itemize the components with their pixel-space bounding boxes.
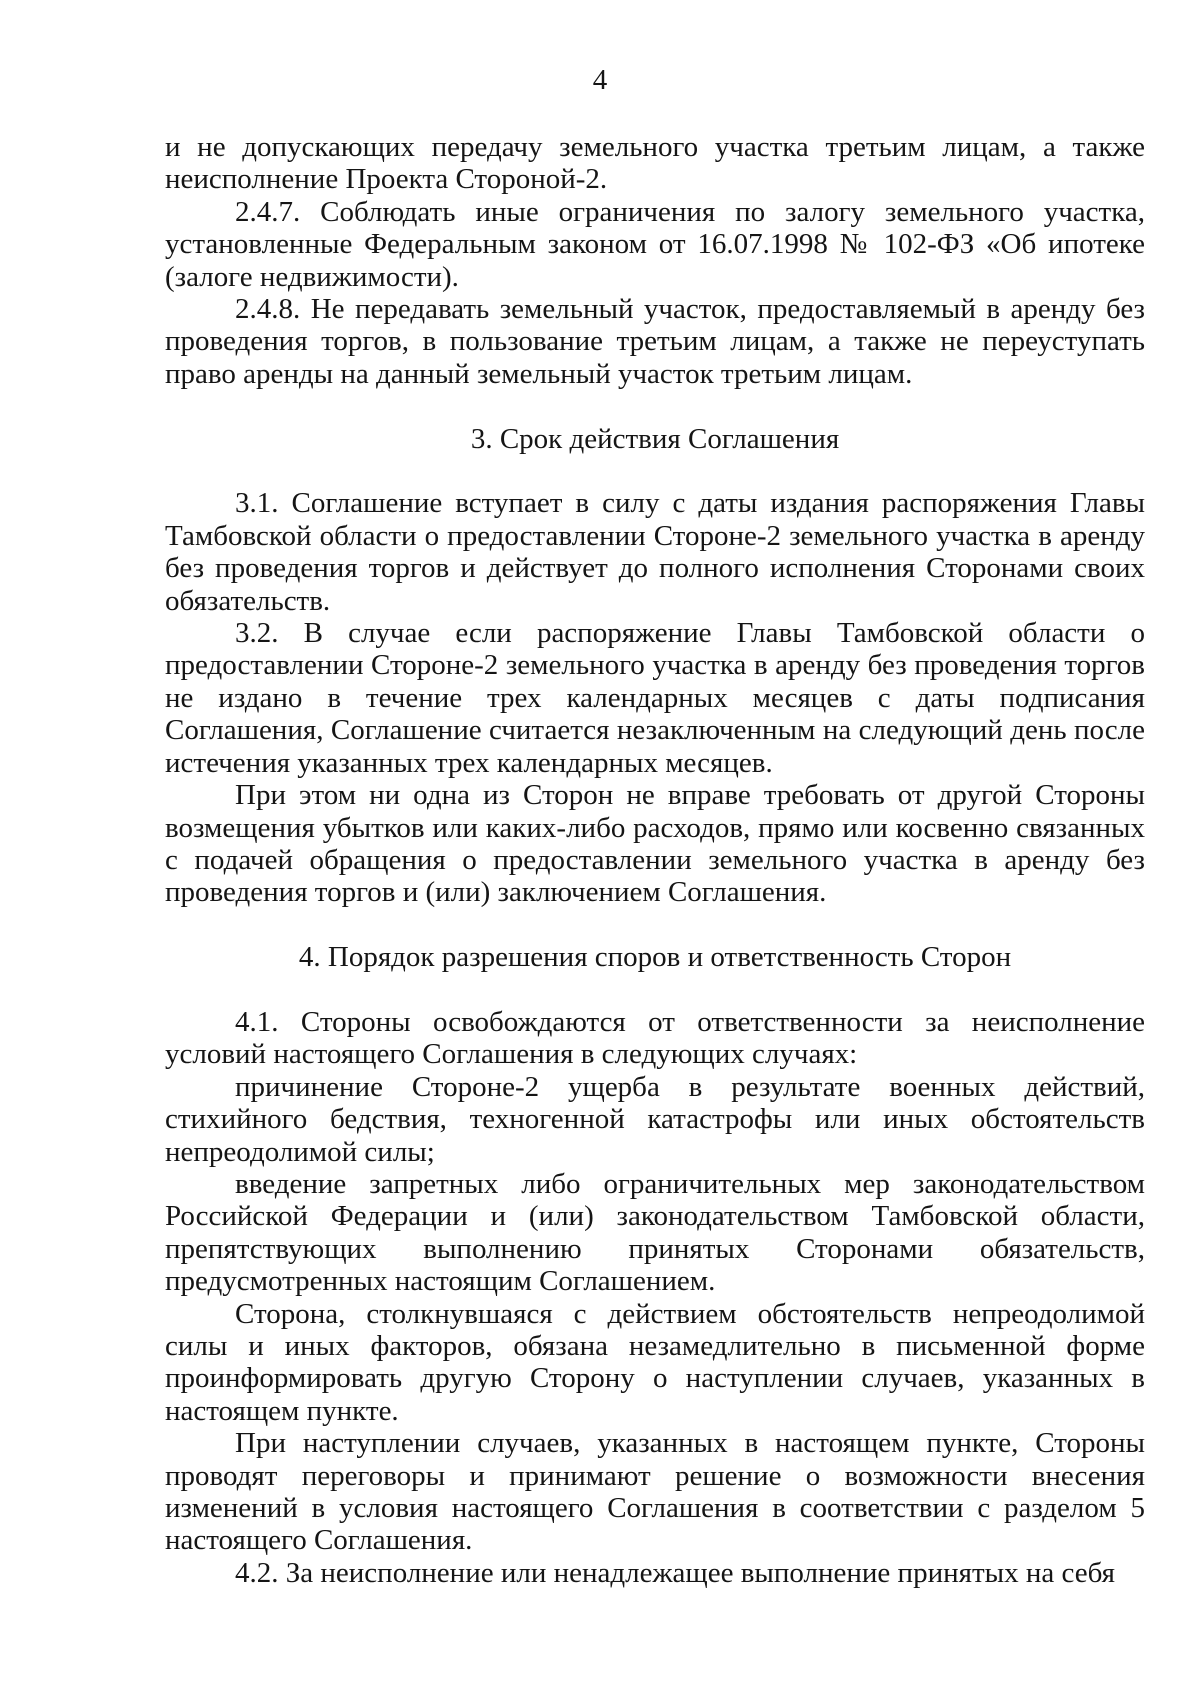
paragraph-3-2: 3.2. В случае если распоряжение Главы Тамбовской области о предоставлении Стороне-2 земельного участка в аренду без проведения торгов не издано в течение трех календарных месяцев с даты подписания Соглашения, Соглашение считается незаключенным на следующий день после истечения указанных трех календарных месяцев. xyxy=(165,617,1145,779)
paragraph-4-1-notification: Сторона, столкнувшаяся с действием обстоятельств непреодолимой силы и иных факторов, обязана незамедлительно в письменной форме проинформировать другую Сторону о наступлении случаев, указанных в настоящем пункте. xyxy=(165,1297,1145,1427)
blank-line xyxy=(165,455,1145,487)
paragraph-3-1: 3.1. Соглашение вступает в силу с даты издания распоряжения Главы Тамбовской области о предоставлении Стороне-2 земельного участка в аренду без проведения торгов и действует до полного исполнения Сторонами своих обязательств. xyxy=(165,487,1145,617)
section-4-heading: 4. Порядок разрешения споров и ответственность Сторон xyxy=(298,941,1012,974)
blank-line xyxy=(165,974,1145,1006)
paragraph-4-1: 4.1. Стороны освобождаются от ответственности за неисполнение условий настоящего Соглашения в следующих случаях: xyxy=(165,1005,1145,1071)
paragraph-continuation: и не допускающих передачу земельного участка третьим лицам, а также неисполнение Проекта Стороной-2. xyxy=(165,131,1145,196)
paragraph-3-2-note: При этом ни одна из Сторон не вправе требовать от другой Стороны возмещения убытков или каких-либо расходов, прямо или косвенно связанных с подачей обращения о предоставлении земельного участка в аренду без проведения торгов и (или) заключением Соглашения. xyxy=(165,779,1145,909)
document-body xyxy=(165,131,1145,1589)
page-number: 4 xyxy=(592,64,608,96)
paragraph-2-4-7: 2.4.7. Соблюдать иные ограничения по залогу земельного участка, установленные Федеральным законом от 16.07.1998 № 102-ФЗ «Об ипотеке (залоге недвижимости). xyxy=(165,195,1145,293)
paragraph-4-2: 4.2. За неисполнение или ненадлежащее выполнение принятых на себя xyxy=(235,1556,1115,1589)
paragraph-2-4-8: 2.4.8. Не передавать земельный участок, предоставляемый в аренду без проведения торгов, в пользование третьим лицам, а также не переуступать право аренды на данный земельный участок третьим лицам. xyxy=(165,293,1145,390)
section-3-heading: 3. Срок действия Соглашения xyxy=(470,422,840,455)
paragraph-4-1-negotiation: При наступлении случаев, указанных в настоящем пункте, Стороны проводят переговоры и принимают решение о возможности внесения изменений в условия настоящего Соглашения в соответствии с разделом 5 настоящего Соглашения. xyxy=(165,1427,1145,1557)
blank-line xyxy=(165,390,1145,422)
blank-line xyxy=(165,909,1145,941)
paragraph-4-1-case-restrictions: введение запретных либо ограничительных мер законодательством Российской Федерации и (или) законодательством Тамбовской области, препятствующих выполнению принятых Сторонами обязательств, предусмотренных настоящим Соглашением. xyxy=(165,1167,1145,1298)
paragraph-4-1-case-damage: причинение Стороне-2 ущерба в результате военных действий, стихийного бедствия, техногенной катастрофы или иных обстоятельств непреодолимой силы; xyxy=(165,1070,1145,1168)
